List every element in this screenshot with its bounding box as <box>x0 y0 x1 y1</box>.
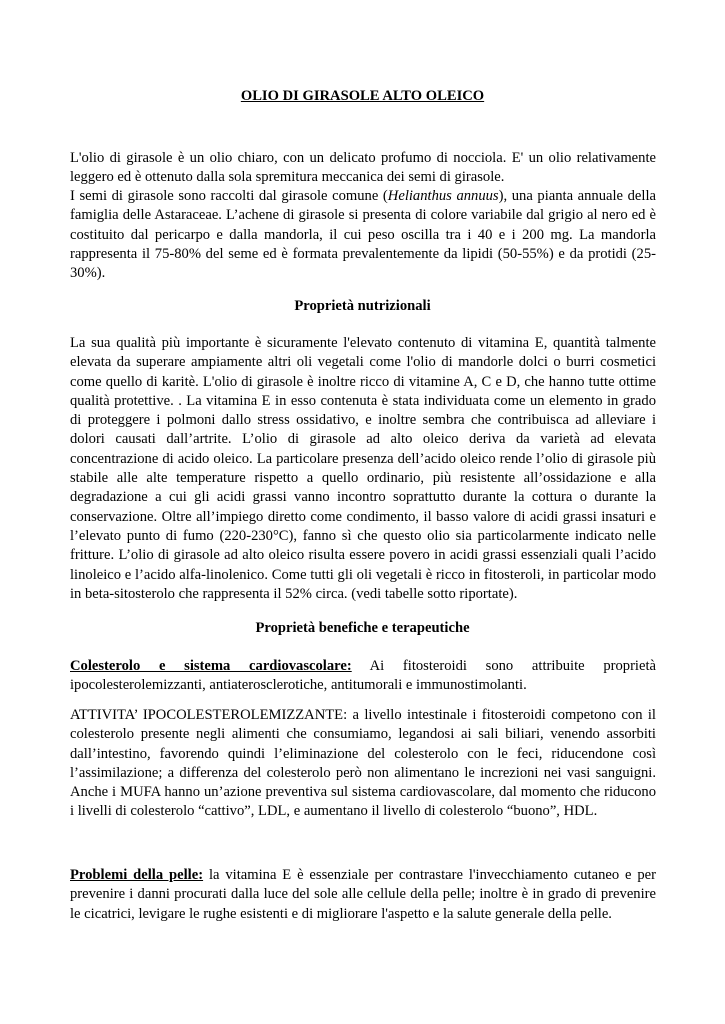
activity-text: ATTIVITA’ IPOCOLESTEROLEMIZZANTE: a livello intestinale i fitosteroidi competono con il colesterolo presente negli alimenti che consumiamo, legandosi ai sali biliari, venendo assorbiti dall’intestino, favorendo quindi l’eliminazione del colesterolo con le feci, riducendone così l’assimilazione; a differenza del colesterolo però non alimentano le increzioni nei vasi sanguigni. Anche i MUFA hanno un’azione preventiva sul sistema cardiovascolare, dal momento che riducono i livelli di colesterolo “cattivo”, LDL, e aumentano il livello di colesterolo “buono”, HDL. <box>70 707 656 820</box>
intro-text-1: L'olio di girasole è un olio chiaro, con un delicato profumo di nocciola. E' un olio relativamente leggero ed è ottenuto dalla sola spremitura meccanica dei semi di girasole. <box>70 150 656 186</box>
cholesterol-label: Colesterolo e sistema cardiovascolare: <box>70 658 352 674</box>
skin-label: Problemi della pelle: <box>70 867 204 883</box>
species-name: Helianthus annuus <box>387 188 499 204</box>
intro-text-2b: ), una pianta annuale della famiglia delle Astaraceae. L’achene di girasole si presenta di colore variabile dal grigio al nero ed è costituito dal pericarpo e dalla mandorla, il cui peso oscilla tra i 40 e i 200 mg. La mandorla rappresenta il 75-80% del seme ed è formata prevalentemente da lipidi (50-55%) e da protidi (25-30%). <box>70 188 656 282</box>
nutrition-text: La sua qualità più importante è sicuramente l'elevato contenuto di vitamina E, quantità talmente elevata da superare ampiamente altri oli vegetali come l'olio di mandorle dolci o burri cosmetici come quello di karitè. L'olio di girasole è inoltre ricco di vitamine A, C e D, che hanno tutte ottime qualità protettive. . La vitamina E in esso contenuta è stata individuata come un elemento in grado di proteggere i polmoni dallo stress ossidativo, e inoltre sembra che contribuisca ad alleviare i dolori causati dall’artrite. L’olio di girasole ad alto oleico deriva da varietà ad elevata concentrazione di acido oleico. La particolare presenza dell’acido oleico rende l’olio di girasole più stabile alle alte temperature rispetto a quello ordinario, più resistente all’ossidazione e alla degradazione a cui gli acidi grassi vanno incontro soprattutto durante la cottura o durante la conservazione. Oltre all’impiego diretto come condimento, il basso valore di acidi grassi insaturi e l’elevato punto di fumo (220-230°C), fanno sì che questo olio sia particolarmente indicato nelle fritture. L’olio di girasole ad alto oleico risulta essere povero in acidi grassi essenziali quali l’acido linoleico e l’acido alfa-linolenico. Come tutti gli oli vegetali è ricco in fitosteroli, in particolar modo in beta-sitosterolo che rappresenta il 52% circa. (vedi tabelle sotto riportate). <box>70 335 656 602</box>
nutrition-paragraph <box>70 334 656 604</box>
skin-text: la vitamina E è essenziale per contrastare l'invecchiamento cutaneo e per prevenire i danni procurati dalla luce del sole alle cellule della pelle; inoltre è in grado di prevenire le cicatrici, levigare le rughe esistenti e di migliorare l'aspetto e la salute generale della pelle. <box>70 867 657 922</box>
benefits-heading: Proprietà benefiche e terapeutiche <box>255 620 470 636</box>
activity-paragraph <box>70 706 656 822</box>
cholesterol-paragraph <box>70 657 656 696</box>
intro-paragraph-1 <box>70 149 656 188</box>
document-title: OLIO DI GIRASOLE ALTO OLEICO <box>240 88 485 104</box>
skin-paragraph <box>70 866 656 924</box>
nutrition-heading: Proprietà nutrizionali <box>294 298 431 314</box>
intro-paragraph-2 <box>70 187 656 283</box>
cholesterol-text: Ai fitosteroidi sono attribuite proprietà ipocolesterolemizzanti, antiaterosclerotiche, antitumorali e immunostimolanti. <box>70 658 656 694</box>
intro-text-2a: I semi di girasole sono raccolti dal girasole comune ( <box>70 188 388 204</box>
